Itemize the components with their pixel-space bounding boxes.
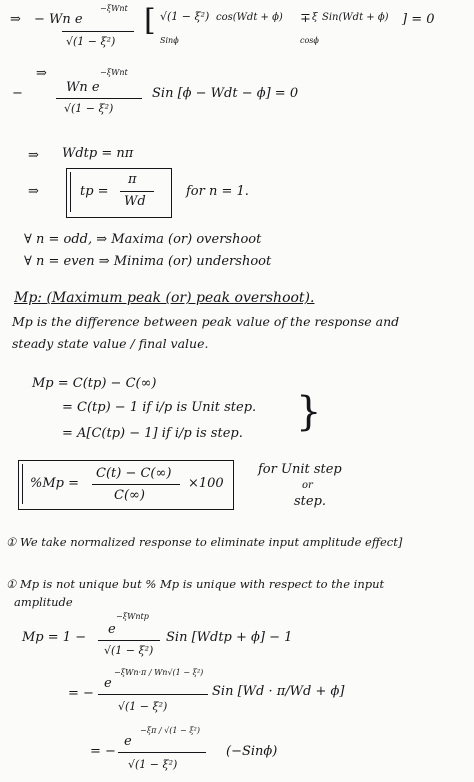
fraction-bar [118, 752, 206, 753]
equals-minus: = − [90, 744, 116, 759]
xi-symbol: ξ [312, 12, 318, 23]
times-hundred: ×100 [188, 476, 224, 491]
fraction-numerator: e [108, 622, 116, 637]
fraction-bar [120, 191, 154, 192]
percent-mp-label: %Mp = [30, 476, 80, 491]
fraction-denominator: √(1 − ξ²) [128, 758, 178, 771]
equals-zero: ] = 0 [402, 12, 435, 27]
sin-phi-note: Sinϕ [160, 36, 179, 45]
mp-derivation-rhs: Sin [Wdtp + ϕ] − 1 [166, 630, 293, 645]
fraction-bar [98, 640, 160, 641]
equals-minus: = − [68, 686, 94, 701]
minus-sign: − [12, 86, 23, 101]
fraction-numerator: e [124, 734, 132, 749]
percent-mp-numerator: C(t) − C(∞) [96, 466, 172, 481]
bracket-term: Sin [ϕ − Wdt − ϕ] = 0 [152, 86, 299, 101]
mp-derivation-lhs: Mp = 1 − [22, 630, 87, 645]
or-note: or [302, 480, 313, 491]
definition-line-2: steady state value / final value. [12, 336, 209, 351]
tp-numerator: π [128, 172, 137, 187]
exponent: −ξWnt [100, 68, 128, 77]
condition-n1: for n = 1. [186, 184, 249, 199]
note-unique-1: ① Mp is not unique but % Mp is unique with respect to the input [6, 577, 385, 591]
sin-term: Sin(Wdt + ϕ) [322, 12, 389, 23]
tp-label: tp = [80, 184, 109, 199]
note-normalized: ① We take normalized response to eliminate input amplitude effect] [6, 535, 403, 549]
fraction-numerator: − Wn e [34, 12, 83, 27]
note-unique-2: amplitude [14, 595, 73, 609]
box-inner-edge [70, 172, 71, 212]
plus-minus: ∓ [300, 11, 311, 26]
fraction-bar [62, 31, 134, 32]
wdtp-equation: Wdtp = nπ [62, 146, 134, 161]
fraction-numerator: e [104, 676, 112, 691]
section-heading: Mp: (Maximum peak (or) peak overshoot). [14, 290, 315, 306]
mp-equation-2: = C(tp) − 1 if i/p is Unit step. [62, 400, 257, 415]
fraction-denominator: √(1 − ξ²) [66, 35, 116, 48]
fraction-bar [92, 484, 180, 485]
odd-n-statement: ∀ n = odd, ⇒ Maxima (or) overshoot [24, 232, 262, 247]
unit-step-note: for Unit step [258, 462, 342, 477]
implies-arrow: ⇒ [28, 148, 39, 163]
neg-sin-phi: (−Sinϕ) [226, 744, 278, 759]
fraction-bar [56, 98, 142, 99]
exponent: −ξWnt [100, 4, 128, 13]
fraction-bar [98, 694, 208, 695]
definition-line-1: Mp is the difference between peak value of the response and [12, 314, 400, 329]
implies-arrow: ⇒ [28, 184, 39, 199]
fraction-denominator: √(1 − ξ²) [104, 644, 154, 657]
exponent: −ξWntp [116, 612, 149, 621]
box-inner-edge [22, 464, 23, 504]
open-bracket: [ [144, 3, 156, 38]
even-n-statement: ∀ n = even ⇒ Minima (or) undershoot [24, 254, 272, 269]
fraction-denominator: √(1 − ξ²) [64, 102, 114, 115]
cos-term: cos(Wdt + ϕ) [216, 12, 283, 23]
closing-brace: } [296, 389, 322, 435]
step-note: step. [294, 494, 327, 509]
tp-denominator: Wd [124, 194, 146, 209]
implies-arrow: ⇒ [10, 12, 21, 27]
implies-arrow: ⇒ [36, 66, 47, 81]
exponent: −ξπ / √(1 − ξ²) [140, 726, 200, 735]
fraction-denominator: √(1 − ξ²) [118, 700, 168, 713]
sin-bracket-term: Sin [Wd · π/Wd + ϕ] [212, 684, 345, 699]
mp-equation-3: = A[C(tp) − 1] if i/p is step. [62, 426, 243, 441]
mp-equation-1: Mp = C(tp) − C(∞) [32, 376, 157, 391]
top-sqrt: √(1 − ξ²) [160, 10, 210, 23]
exponent: −ξWn·π / Wn√(1 − ξ²) [114, 668, 204, 677]
percent-mp-denominator: C(∞) [114, 488, 145, 503]
fraction-numerator: Wn e [66, 80, 100, 95]
cos-phi-note: cosϕ [300, 36, 319, 45]
